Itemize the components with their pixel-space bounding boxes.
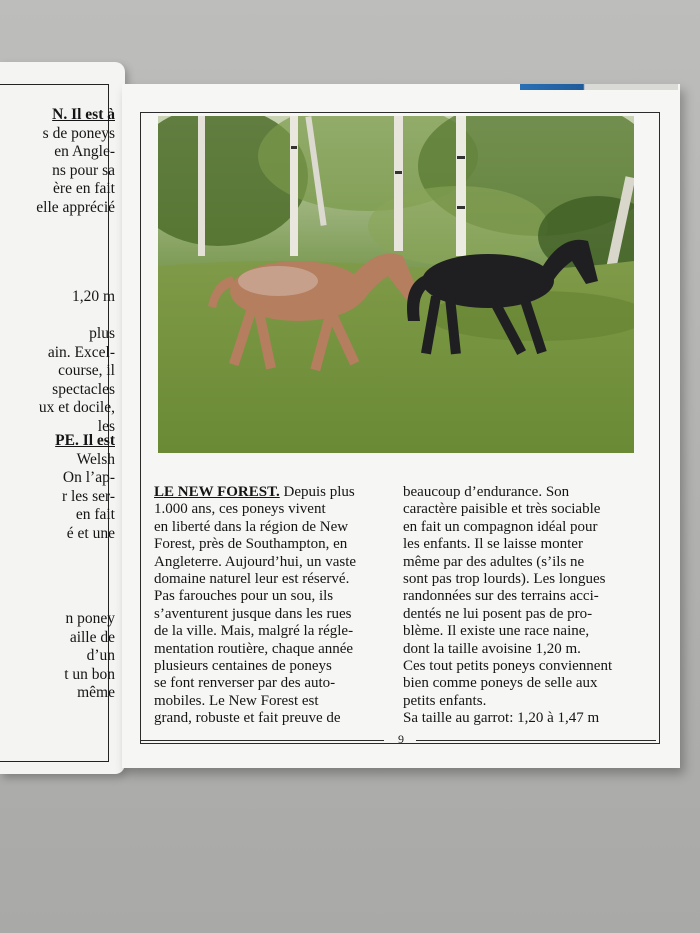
article-line: plusieurs centaines de poneys bbox=[154, 658, 332, 675]
article-line: grand, robuste et fait preuve de bbox=[154, 710, 341, 727]
left-line: t un bon bbox=[64, 665, 115, 683]
article-line: Forest, près de Southampton, en bbox=[154, 536, 348, 553]
left-line: r les ser- bbox=[61, 487, 115, 505]
left-line: en fait bbox=[75, 506, 115, 523]
book-cover-edge bbox=[520, 84, 678, 90]
left-line: elle apprécié bbox=[36, 198, 115, 216]
left-page bbox=[0, 62, 125, 774]
article-line: se font renverser par des auto- bbox=[154, 675, 336, 692]
article-line: beaucoup d’endurance. Son bbox=[403, 484, 570, 500]
left-line: spectacles bbox=[52, 380, 115, 398]
page-number: 9 bbox=[398, 732, 404, 746]
article-line: en liberté dans la région de New bbox=[154, 518, 349, 535]
article-line: de la ville. Mais, malgré la régle- bbox=[154, 623, 354, 640]
horses-photo bbox=[158, 116, 634, 453]
left-line: ux et docile, bbox=[38, 399, 115, 416]
article-line: mentation routière, chaque année bbox=[154, 640, 354, 657]
left-line bbox=[39, 307, 115, 326]
article-line: Sa taille au garrot: 1,20 à 1,47 m bbox=[403, 710, 600, 727]
article-line: Angleterre. Aujourd’hui, un vaste bbox=[154, 553, 357, 570]
article-line: randonnées sur des terrains acci- bbox=[403, 588, 599, 605]
left-line: aille de bbox=[69, 628, 115, 646]
article-line: Ces tout petits poneys conviennent bbox=[403, 658, 613, 675]
article-line: 1.000 ans, ces poneys vivent bbox=[154, 501, 326, 518]
article-line: Depuis plus bbox=[279, 484, 355, 500]
left-line: plus bbox=[89, 325, 115, 342]
article-line: domaine naturel leur est réservé. bbox=[154, 571, 350, 588]
left-line: ns pour sa bbox=[52, 161, 115, 179]
left-line: les bbox=[97, 417, 115, 435]
article-line: sont pas trop lourds). Les longues bbox=[403, 571, 606, 588]
left-line: même bbox=[77, 684, 115, 701]
article-line: Pas farouches pour un sou, ils bbox=[154, 588, 334, 605]
article-column-1 bbox=[154, 484, 386, 728]
article-line: en fait un compagnon idéal pour bbox=[403, 518, 598, 535]
left-line: ère en fait bbox=[53, 180, 115, 197]
article-line: mobiles. Le New Forest est bbox=[154, 692, 319, 709]
article-line: bien comme poneys de selle aux bbox=[403, 675, 598, 692]
left-line: ain. Excel- bbox=[47, 343, 115, 361]
article-title: LE NEW FOREST. bbox=[154, 484, 280, 500]
article-line: s’aventurent jusque dans les rues bbox=[154, 605, 352, 622]
article-line: blème. Il existe une race naine, bbox=[403, 623, 590, 640]
left-text-block-3 bbox=[55, 432, 115, 543]
article-line: même par des adultes (s’ils ne bbox=[403, 553, 585, 570]
left-line: s de poneys bbox=[42, 124, 115, 142]
article-line: petits enfants. bbox=[403, 692, 487, 709]
article-column-2 bbox=[403, 484, 643, 728]
article-line: dentés ne lui posent pas de pro- bbox=[403, 605, 593, 622]
left-heading-fragment-1: N. Il est à bbox=[52, 106, 115, 123]
left-line: On l’ap- bbox=[62, 469, 115, 486]
left-line: Welsh bbox=[76, 450, 115, 468]
left-line: 1,20 m bbox=[71, 288, 115, 305]
left-line: course, il bbox=[58, 362, 115, 379]
left-line: é et une bbox=[66, 524, 115, 542]
left-line: en Angle- bbox=[54, 143, 115, 160]
article-line: dont la taille avoisine 1,20 m. bbox=[403, 640, 581, 657]
left-heading-fragment-2: PE. Il est bbox=[55, 432, 115, 449]
left-text-block-2 bbox=[39, 288, 115, 436]
left-line: d’un bbox=[86, 647, 115, 664]
footer-rule-left bbox=[140, 740, 384, 741]
left-line: n poney bbox=[65, 610, 115, 627]
article-line: caractère paisible et très sociable bbox=[403, 501, 601, 518]
left-text-block-4 bbox=[64, 610, 115, 703]
left-text-block-1 bbox=[36, 106, 115, 217]
footer-rule-right bbox=[416, 740, 656, 741]
article-line: les enfants. Il se laisse monter bbox=[403, 536, 583, 553]
